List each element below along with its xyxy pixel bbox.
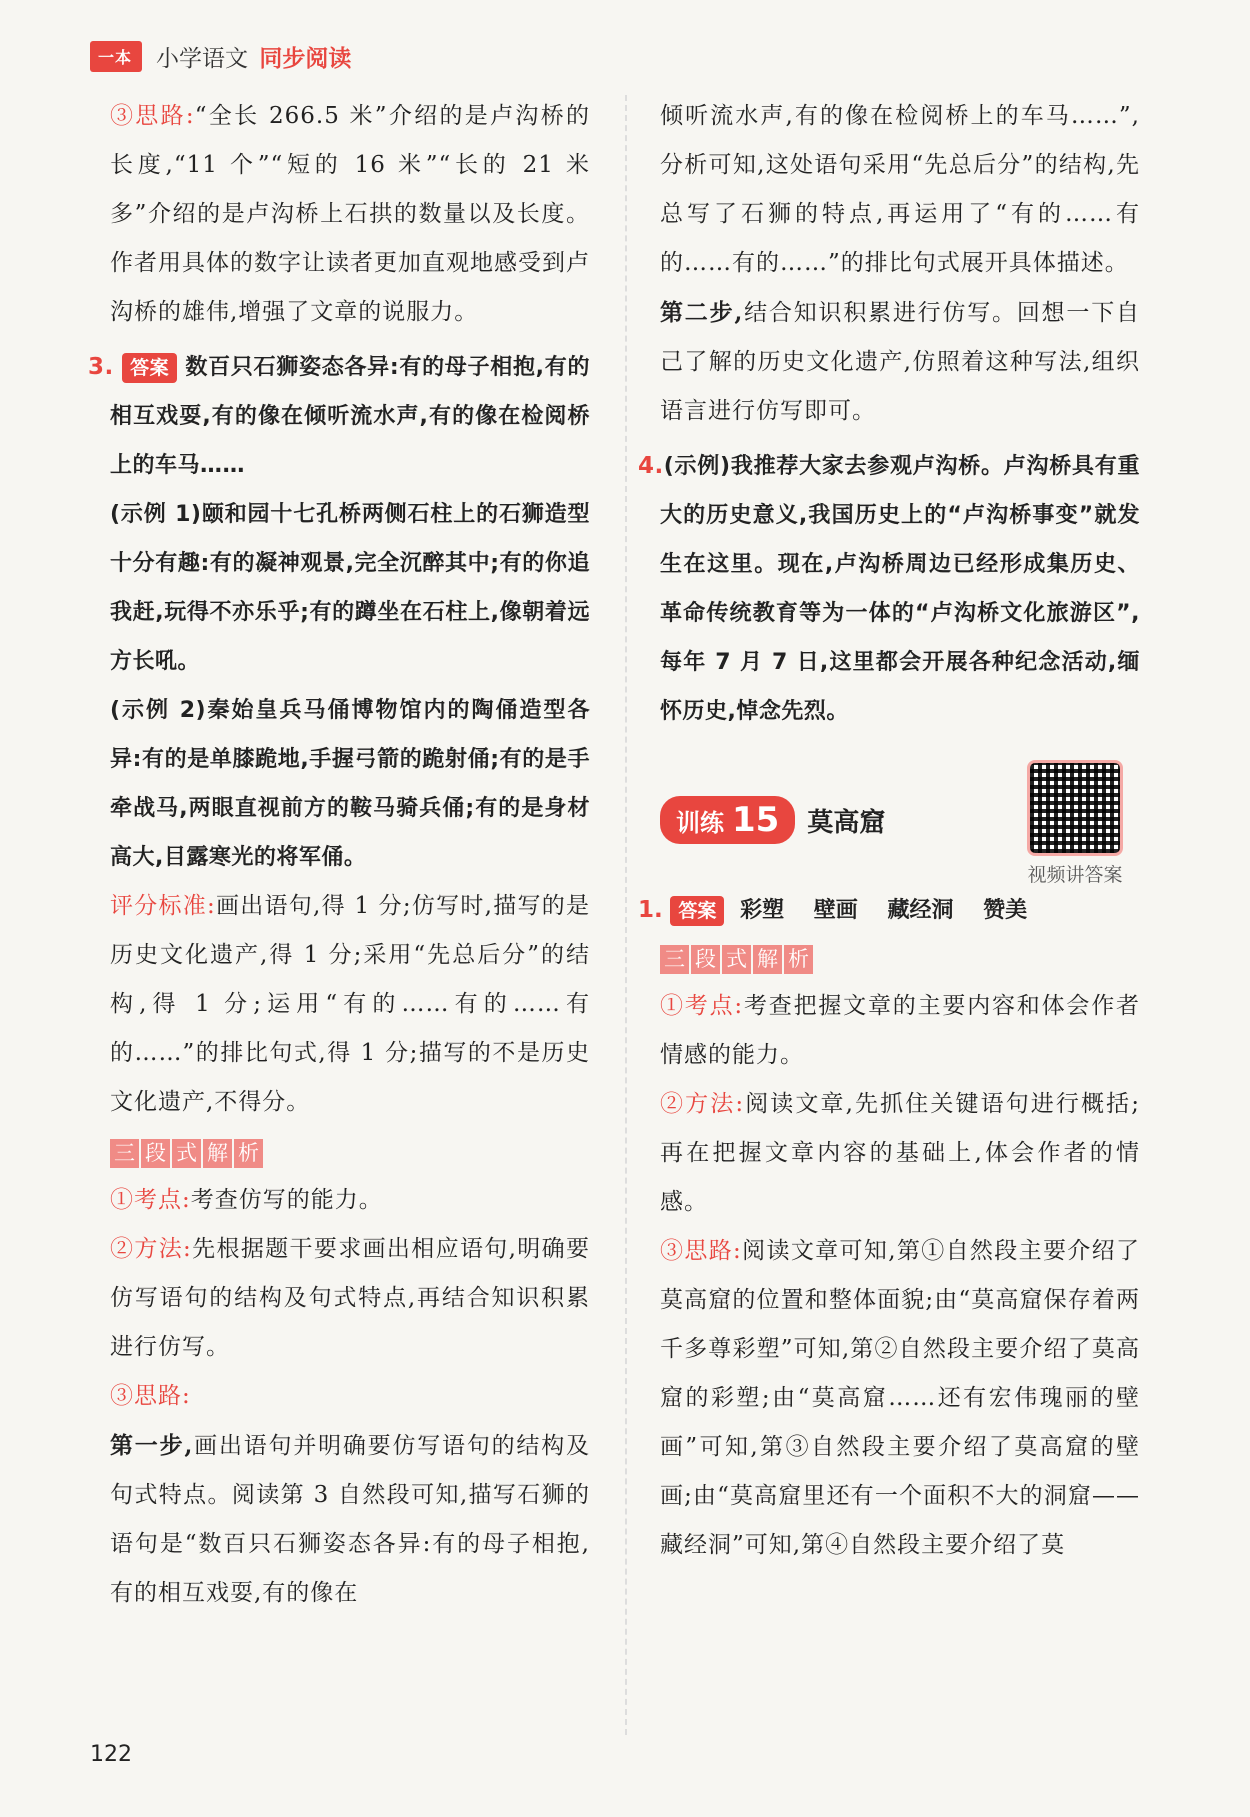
- question-number: 4.: [638, 453, 664, 479]
- silu-label: ③思路:: [110, 103, 195, 129]
- answer-word: 彩塑: [740, 898, 785, 923]
- scoring-label: 评分标准:: [110, 893, 216, 919]
- fangfa-label: ②方法:: [660, 1091, 745, 1117]
- section-title-char: 析: [784, 945, 813, 974]
- question-3-answer: [88, 343, 590, 490]
- section-title-char: 三: [110, 1139, 139, 1168]
- section-title-char: 析: [234, 1139, 263, 1168]
- lesson-title: 莫高窟: [807, 807, 886, 838]
- section-title-char: 解: [753, 945, 782, 974]
- silu-paragraph: [110, 1372, 590, 1421]
- page-header: [90, 38, 351, 74]
- qr-code-icon[interactable]: [1027, 760, 1123, 856]
- section-title-analysis: [660, 945, 1140, 974]
- section-title-char: 式: [172, 1139, 201, 1168]
- fangfa-paragraph: [660, 1080, 1140, 1227]
- section-title-analysis: [110, 1139, 590, 1168]
- silu-text: 阅读文章可知,第①自然段主要介绍了莫高窟的位置和整体面貌;由“莫高窟保存着两千多尊彩塑”可知,第②自然段主要介绍了莫高窟的彩塑;由“莫高窟……还有宏伟瑰丽的壁画”可知,第③自然段主要介绍了莫高窟的壁画;由“莫高窟里还有一个面积不大的洞窟——藏经洞”可知,第④自然段主要介绍了莫: [660, 1238, 1141, 1558]
- book-title: [156, 40, 351, 73]
- answer-text: 数百只石狮姿态各异:有的母子相抱,有的相互戏耍,有的像在倾听流水声,有的像在检阅桥上的车马……: [110, 355, 590, 478]
- answer-text: (示例)我推荐大家去参观卢沟桥。卢沟桥具有重大的历史意义,我国历史上的“卢沟桥事变”就发生在这里。现在,卢沟桥周边已经形成集历史、革命传统教育等为一体的“卢沟桥文化旅游区”,每年 7 月 7 日,这里都会开展各种纪念活动,缅怀历史,悼念先烈。: [660, 454, 1140, 724]
- fangfa-text: 阅读文章,先抓住关键语句进行概括;再在把握文章内容的基础上,体会作者的情感。: [660, 1091, 1140, 1215]
- continued-paragraph: 倾听流水声,有的像在检阅桥上的车马……”,分析可知,这处语句采用“先总后分”的结构,先总写了石狮的特点,再运用了“有的……有的……有的……”的排比句式展开具体描述。: [660, 103, 1140, 276]
- qr-label: 视频讲答案: [1027, 864, 1123, 886]
- example-2: (示例 2)秦始皇兵马俑博物馆内的陶俑造型各异:有的是单膝跪地,手握弓箭的跪射俑;有的是手牵战马,两眼直视前方的鞍马骑兵俑;有的是身材高大,目露寒光的将军俑。: [110, 698, 590, 870]
- step-1-paragraph: [110, 1421, 590, 1618]
- answer-word: 赞美: [983, 898, 1028, 923]
- silu-label: ③思路:: [660, 1238, 742, 1264]
- answer-word: 藏经洞: [887, 898, 954, 923]
- answer-badge: 答案: [670, 896, 724, 926]
- silu-label: ③思路:: [110, 1383, 191, 1409]
- step-2-text: 结合知识积累进行仿写。回想一下自己了解的历史文化遗产,仿照着这种写法,组织语言进行仿写即可。: [660, 300, 1140, 424]
- section-title-char: 段: [141, 1139, 170, 1168]
- fangfa-label: ②方法:: [110, 1236, 192, 1262]
- kaodian-label: ①考点:: [660, 993, 744, 1019]
- fangfa-paragraph: [110, 1225, 590, 1372]
- silu-paragraph: [660, 1227, 1140, 1570]
- qr-block[interactable]: [1010, 760, 1140, 887]
- step-1-label: 第一步,: [110, 1432, 194, 1459]
- example-1: (示例 1)颐和园十七孔桥两侧石柱上的石狮造型十分有趣:有的凝神观景,完全沉醉其中;有的你追我赶,玩得不亦乐乎;有的蹲坐在石柱上,像朝着远方长吼。: [110, 502, 590, 674]
- silu-text: “全长 266.5 米”介绍的是卢沟桥的长度,“11 个”“短的 16 米”“长的 21 米多”介绍的是卢沟桥上石拱的数量以及长度。作者用具体的数字让读者更加直观地感受到卢沟桥的雄伟,增强了文章的说服力。: [110, 103, 591, 325]
- book-title-series: 同步阅读: [259, 45, 352, 72]
- lesson-label: 训练: [676, 808, 724, 837]
- book-title-subject: 小学语文: [156, 45, 249, 72]
- left-column: [88, 92, 591, 1618]
- kaodian-paragraph: [110, 1176, 590, 1225]
- kaodian-text: 考查仿写的能力。: [190, 1187, 383, 1213]
- analysis-silu-paragraph: [110, 92, 590, 337]
- right-column: [638, 92, 1141, 1570]
- step-2-label: 第二步,: [660, 299, 744, 326]
- page-number: 122: [90, 1742, 132, 1767]
- lesson-header: [660, 760, 1140, 886]
- answer-word: 壁画: [813, 898, 858, 923]
- kaodian-text: 考查把握文章的主要内容和体会作者情感的能力。: [660, 993, 1141, 1068]
- column-divider: [625, 95, 627, 1735]
- section-title-char: 式: [722, 945, 751, 974]
- kaodian-paragraph: [660, 982, 1140, 1080]
- answer-badge: 答案: [122, 353, 177, 383]
- question-4-answer: [638, 442, 1140, 736]
- section-title-char: 解: [203, 1139, 232, 1168]
- scoring-text: 画出语句,得 1 分;仿写时,描写的是历史文化遗产,得 1 分;采用“先总后分”的结构,得 1 分;运用“有的……有的……有的……”的排比句式,得 1 分;描写的不是历史文化遗产,不得分。: [110, 893, 590, 1115]
- brand-logo: 一本: [90, 41, 142, 72]
- step-1-text: 画出语句并明确要仿写语句的结构及句式特点。阅读第 3 自然段可知,描写石狮的语句是“数百只石狮姿态各异:有的母子相抱,有的相互戏耍,有的像在: [110, 1433, 590, 1606]
- lesson-number: 15: [732, 800, 780, 840]
- section-title-char: 段: [691, 945, 720, 974]
- question-1-answer: [638, 888, 1140, 933]
- question-number: 1.: [638, 897, 663, 923]
- fangfa-text: 先根据题干要求画出相应语句,明确要仿写语句的结构及句式特点,再结合知识积累进行仿写。: [110, 1236, 591, 1360]
- scoring-paragraph: [110, 882, 590, 1127]
- lesson-badge: [660, 796, 795, 844]
- section-title-char: 三: [660, 945, 689, 974]
- step-2-paragraph: [660, 288, 1140, 436]
- question-number: 3.: [88, 354, 114, 380]
- kaodian-label: ①考点:: [110, 1187, 191, 1213]
